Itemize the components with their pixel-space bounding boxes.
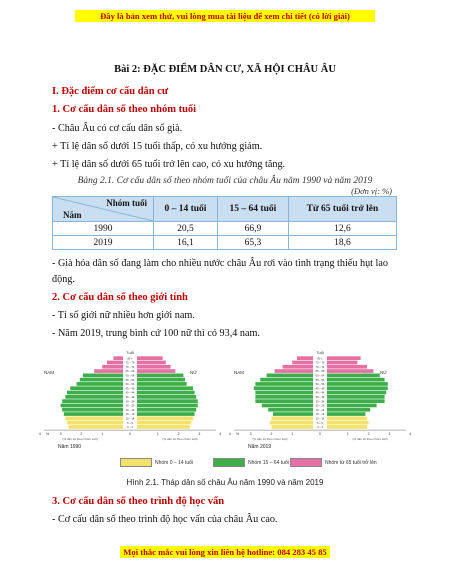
female-bar	[327, 365, 367, 369]
age-group-label: 40 – 44	[315, 391, 325, 395]
female-bar	[137, 386, 193, 390]
male-bar	[83, 374, 123, 378]
axis-note-right: (% dân số theo nhóm tuổi)	[352, 437, 388, 442]
male-bar	[113, 356, 123, 360]
age-group-label: 45 – 49	[315, 387, 325, 391]
legend-label: Nhóm 0 – 14 tuổi	[155, 459, 194, 466]
hotline-banner: Mọi thắc mắc vui lòng xin liên hệ hotline: 084 283 45 85	[120, 546, 330, 558]
text-line: - Năm 2019, trung bình cứ 100 nữ thì có 93,4 nam.	[52, 328, 260, 339]
male-bar	[267, 374, 313, 378]
section-heading: I. Đặc điểm cơ cấu dân cư	[52, 86, 169, 97]
x-tick-label: 0	[319, 432, 321, 437]
age-group-label: 60 – 64	[125, 374, 135, 378]
table-row	[53, 236, 397, 250]
female-bar	[327, 369, 373, 373]
female-bar	[137, 417, 193, 421]
age-group-label: 35 – 39	[315, 396, 325, 399]
age-axis-label: Tuổi	[126, 350, 134, 355]
male-bar	[67, 421, 123, 425]
x-tick-label: 4	[38, 432, 41, 437]
age-group-label: 25 – 29	[125, 404, 135, 408]
male-bar	[255, 391, 313, 395]
axis-note-right: (% dân số theo nhóm tuổi)	[162, 437, 198, 442]
age-group-label: 30 – 34	[125, 400, 135, 404]
male-bar	[65, 395, 123, 399]
x-tick-label: 4	[409, 432, 412, 437]
female-bar	[327, 417, 367, 421]
male-bar	[62, 399, 123, 403]
male-bar	[292, 361, 313, 365]
male-bar	[61, 404, 123, 408]
value-cell: 18,6	[288, 236, 396, 250]
x-tick-label: 3	[59, 432, 62, 437]
male-bar	[77, 382, 123, 386]
female-bar	[137, 361, 166, 365]
age-structure-table	[52, 196, 397, 250]
male-bar	[255, 399, 313, 403]
legend-swatch-old	[290, 458, 322, 467]
text-line: + Tỉ lệ dân số dưới 65 tuổi trở lên cao, có xu hướng tăng.	[52, 159, 286, 170]
female-bar	[137, 365, 171, 369]
age-axis-label: Tuổi	[316, 350, 324, 355]
female-bar	[327, 378, 385, 382]
legend-label: Nhóm từ 65 tuổi trở lên	[325, 459, 377, 466]
figure-caption: Hình 2.1. Tháp dân số châu Âu năm 1990 và năm 2019	[126, 478, 324, 487]
lesson-title: Bài 2: ĐẶC ĐIỂM DÂN CƯ, XÃ HỘI CHÂU ÂU	[114, 64, 336, 75]
legend-item-young	[120, 458, 193, 467]
female-bar	[327, 408, 370, 412]
column-header: Từ 65 tuổi trở lên	[288, 197, 396, 222]
female-bar	[327, 374, 380, 378]
male-bar	[275, 369, 313, 373]
age-group-label: 40 – 44	[125, 391, 135, 395]
female-bar	[137, 378, 185, 382]
text-line: - Cơ cấu dân số theo trình độ học vấn của châu Âu cao.	[52, 514, 278, 525]
value-cell: 16,1	[154, 236, 218, 250]
column-header: 0 – 14 tuổi	[154, 197, 218, 222]
x-tick-label: 1	[101, 432, 104, 437]
female-bar	[327, 391, 386, 395]
x-tick-label: 1	[291, 432, 294, 437]
percent-unit-label: %	[236, 432, 240, 437]
male-bar	[283, 365, 313, 369]
age-group-label: 20 – 24	[125, 408, 135, 412]
x-tick-label: 3	[198, 432, 201, 437]
male-bar	[80, 378, 123, 382]
text-line: - Già hóa dân số đang làm cho nhiều nước châu Âu rơi vào tình trạng thiếu hụt lao	[52, 258, 388, 269]
x-tick-label: 2	[177, 432, 180, 437]
male-side-label: NAM	[44, 370, 54, 375]
male-bar	[65, 417, 123, 421]
column-header: 15 – 64 tuổi	[217, 197, 288, 222]
male-bar	[64, 412, 123, 416]
female-side-label: NỮ	[380, 370, 388, 375]
value-cell: 65,3	[217, 236, 288, 250]
age-group-label: 5 – 9	[127, 421, 133, 425]
percent-unit-label: %	[46, 432, 50, 437]
age-group-label: 15 – 19	[125, 413, 135, 417]
corner-age-group-label: Nhóm tuổi	[106, 198, 147, 208]
age-group-label: 70 – 74	[315, 365, 325, 369]
female-bar	[327, 361, 357, 365]
age-group-label: 20 – 24	[315, 408, 325, 412]
female-bar	[327, 404, 377, 408]
age-group-label: 70 – 74	[125, 365, 135, 369]
female-bar	[137, 412, 195, 416]
age-group-label: 15 – 19	[315, 413, 325, 417]
female-bar	[137, 395, 196, 399]
female-bar	[137, 399, 198, 403]
female-bar	[137, 425, 190, 429]
year-cell: 1990	[53, 222, 154, 236]
age-group-label: 65 – 69	[315, 370, 325, 374]
male-bar	[70, 386, 123, 390]
age-group-label: 80 +	[317, 357, 323, 361]
female-bar	[327, 356, 361, 360]
subheading-gender-structure: 2. Cơ cấu dân số theo giới tính	[52, 292, 188, 303]
legend-label: Nhóm 15 – 64 tuổi	[248, 459, 289, 466]
age-group-label: 35 – 39	[125, 396, 135, 399]
female-bar	[327, 395, 385, 399]
age-group-label: 75 – 79	[315, 361, 325, 365]
male-bar	[271, 417, 313, 421]
male-bar	[271, 425, 313, 429]
x-tick-label: 0	[129, 432, 131, 437]
x-tick-label: 1	[156, 432, 159, 437]
male-side-label: NAM	[234, 370, 244, 375]
x-tick-label: 4	[228, 432, 231, 437]
subheading-age-structure: 1. Cơ cấu dân số theo nhóm tuổi	[52, 104, 197, 115]
x-tick-label: 3	[249, 432, 252, 437]
male-bar	[255, 395, 313, 399]
male-bar	[94, 369, 123, 373]
x-tick-label: 1	[346, 432, 349, 437]
age-group-label: 50 – 54	[315, 383, 325, 387]
age-group-label: 80 +	[127, 357, 133, 361]
age-group-label: 0 – 4	[127, 426, 133, 430]
x-tick-label: 4	[219, 432, 222, 437]
preview-notice-banner: Đây là bản xem thử, vui lòng mua tài liệu để xem chi tiết (có lời giải)	[75, 10, 375, 22]
age-group-label: 65 – 69	[125, 370, 135, 374]
age-group-label: 50 – 54	[125, 383, 135, 387]
axis-note-left: (% dân số theo nhóm tuổi)	[62, 437, 98, 442]
female-side-label: NỮ	[190, 370, 198, 375]
female-bar	[137, 374, 183, 378]
text-line: + Tỉ lệ dân số dưới 15 tuổi thấp, có xu hướng giảm.	[52, 141, 263, 152]
male-bar	[273, 412, 313, 416]
value-cell: 20,5	[154, 222, 218, 236]
female-bar	[327, 382, 388, 386]
female-bar	[137, 356, 163, 360]
male-bar	[255, 382, 313, 386]
subheading-education-structure: 3. Cơ cấu dân số theo trình độ học vấn	[52, 496, 225, 507]
year-cell: 2019	[53, 236, 154, 250]
text-line: - Châu Âu có cơ cấu dân số già.	[52, 123, 183, 134]
table-caption: Bảng 2.1. Cơ cấu dân số theo nhóm tuổi của châu Âu năm 1990 và năm 2019	[77, 176, 373, 186]
male-bar	[262, 404, 313, 408]
x-tick-label: 3	[388, 432, 391, 437]
age-group-label: 55 – 59	[315, 378, 325, 382]
year-label: Năm 2019	[248, 444, 272, 451]
female-bar	[137, 404, 198, 408]
male-bar	[270, 421, 313, 425]
x-tick-label: 2	[367, 432, 370, 437]
legend-item-working	[213, 458, 289, 467]
female-bar	[137, 421, 191, 425]
text-line: - Tỉ số giới nữ nhiều hơn giới nam.	[52, 310, 195, 321]
year-label: Năm 1990	[58, 444, 82, 451]
corner-year-label: Năm	[63, 210, 82, 220]
age-group-label: 55 – 59	[125, 378, 135, 382]
female-bar	[137, 408, 196, 412]
male-bar	[69, 425, 123, 429]
legend-swatch-young	[120, 458, 152, 467]
text-line: động.	[52, 274, 75, 285]
value-cell: 66,9	[217, 222, 288, 236]
female-bar	[137, 382, 187, 386]
age-group-label: 0 – 4	[317, 426, 323, 430]
male-bar	[67, 391, 123, 395]
x-tick-label: 2	[80, 432, 83, 437]
age-group-label: 10 – 14	[125, 417, 135, 421]
population-pyramid-2019	[230, 348, 410, 458]
male-bar	[297, 356, 313, 360]
female-bar	[137, 391, 195, 395]
age-group-label: 75 – 79	[125, 361, 135, 365]
table-corner-header	[53, 197, 154, 222]
female-bar	[137, 369, 175, 373]
male-bar	[62, 408, 123, 412]
axis-note-left: (% dân số theo nhóm tuổi)	[252, 437, 288, 442]
male-bar	[268, 408, 313, 412]
table-unit: (Đơn vị: %)	[351, 186, 392, 196]
legend-swatch-working	[213, 458, 245, 467]
table-row	[53, 222, 397, 236]
age-group-label: 5 – 9	[317, 421, 323, 425]
female-bar	[327, 421, 369, 425]
male-bar	[102, 365, 123, 369]
female-bar	[327, 399, 385, 403]
age-group-label: 60 – 64	[315, 374, 325, 378]
age-group-label: 30 – 34	[315, 400, 325, 404]
female-bar	[327, 412, 365, 416]
age-group-label: 10 – 14	[315, 417, 325, 421]
x-tick-label: 2	[270, 432, 273, 437]
male-bar	[107, 361, 123, 365]
female-bar	[327, 425, 367, 429]
male-bar	[254, 386, 313, 390]
legend-item-old	[290, 458, 377, 467]
age-group-label: 25 – 29	[315, 404, 325, 408]
female-bar	[327, 386, 388, 390]
age-group-label: 45 – 49	[125, 387, 135, 391]
male-bar	[260, 378, 313, 382]
population-pyramid-1990	[40, 348, 220, 458]
value-cell: 12,6	[288, 222, 396, 236]
